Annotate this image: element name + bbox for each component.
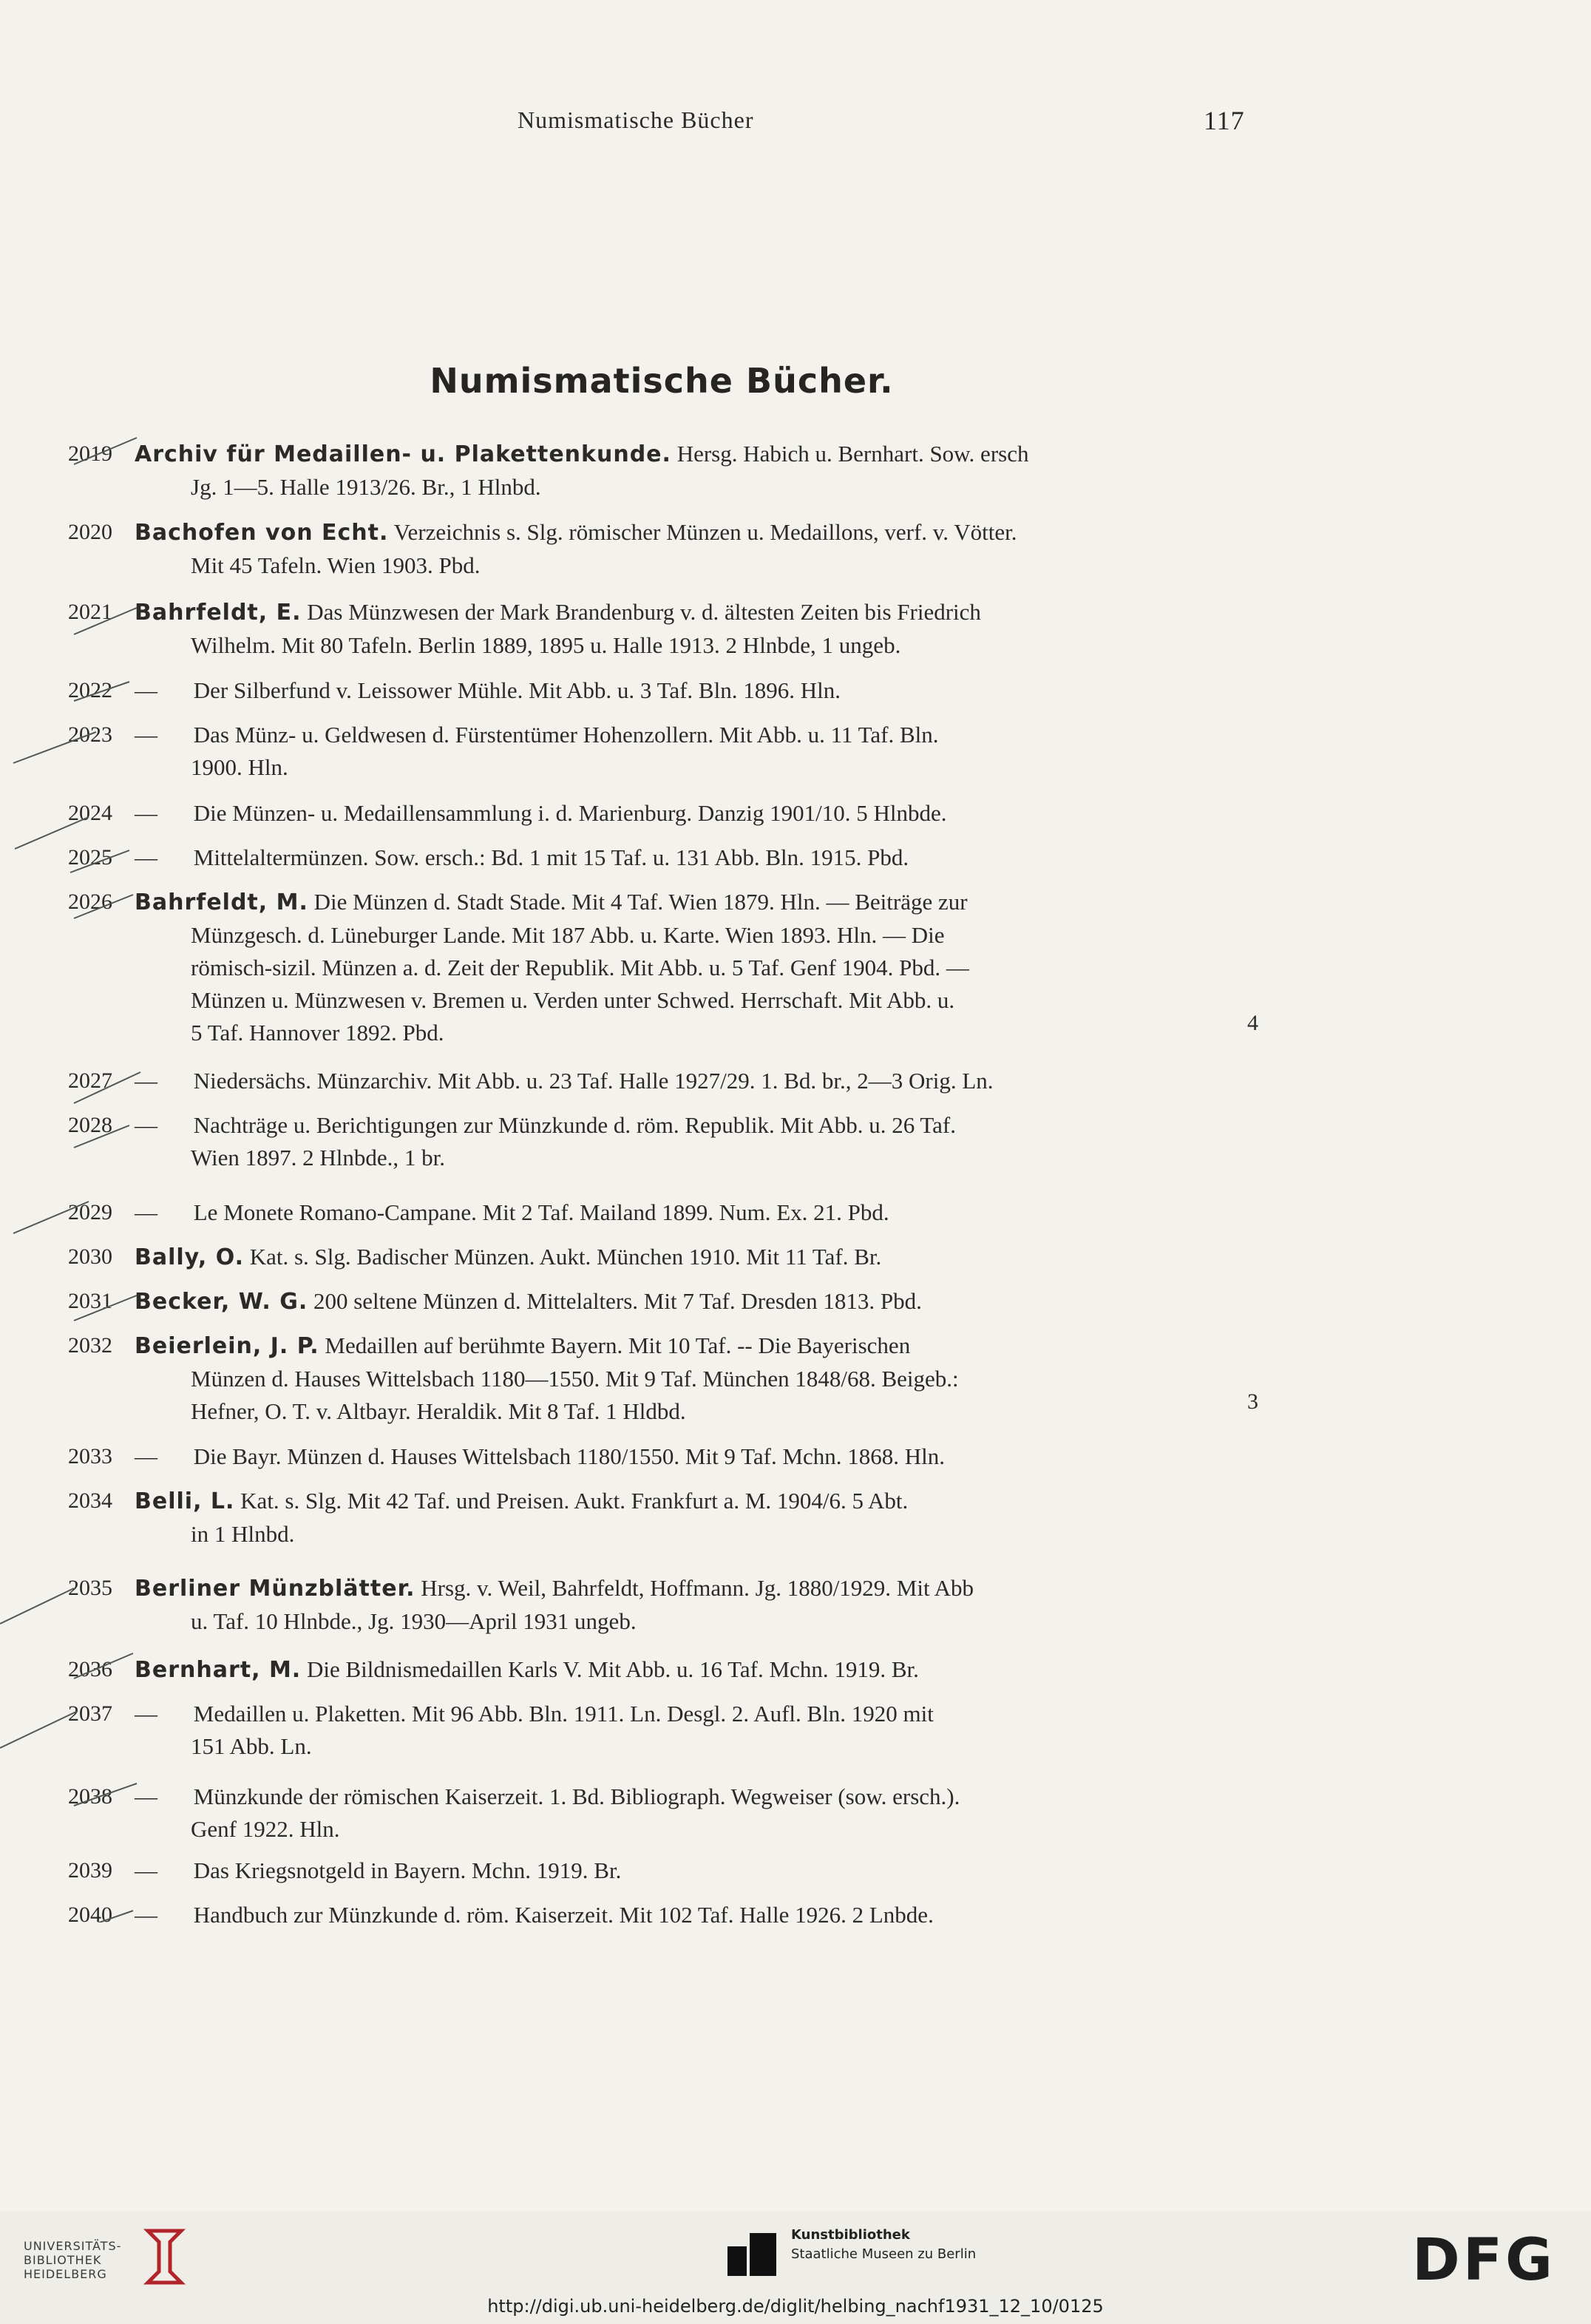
lot-number: 2026	[68, 890, 112, 914]
entry-text-line: Münzen u. Münzwesen v. Bremen u. Verden unter Schwed. Herrschaft. Mit Abb. u.	[191, 987, 955, 1013]
entry-text-line: 1900. Hln.	[191, 754, 288, 780]
entry-author: Becker, W. G.	[135, 1289, 308, 1315]
entry-text-line: Mit 45 Tafeln. Wien 1903. Pbd.	[191, 552, 481, 578]
ditto-dash: —	[135, 1701, 157, 1727]
ditto-dash: —	[135, 1443, 157, 1469]
page-url: http://digi.ub.uni-heidelberg.de/diglit/helbing_nachf1931_12_10/0125	[487, 2296, 1104, 2317]
entry-text-line: Genf 1922. Hln.	[191, 1816, 340, 1842]
entry-author: Bally, O.	[135, 1244, 244, 1270]
catalog-entry	[68, 516, 1258, 582]
ditto-dash: —	[135, 1068, 157, 1094]
lot-count: 3	[1247, 1389, 1258, 1414]
catalog-entry	[68, 1781, 1258, 1846]
entry-text-line: Hefner, O. T. v. Altbayr. Heraldik. Mit 8 Taf. 1 Hldbd.	[191, 1398, 686, 1424]
lot-number: 2021	[68, 600, 112, 624]
handwritten-margin-marks	[0, 0, 148, 1922]
lot-number: 2030	[68, 1244, 112, 1269]
catalog-entry	[68, 841, 1258, 874]
entry-text-line: Die Bayr. Münzen d. Hauses Wittelsbach 1180/1550. Mit 9 Taf. Mchn. 1868. Hln.	[193, 1443, 946, 1469]
entry-text-line: Verzeichnis s. Slg. römischer Münzen u. Medaillons, verf. v. Vötter.	[393, 519, 1017, 545]
entry-author: Belli, L.	[135, 1488, 235, 1514]
ditto-dash: —	[135, 722, 157, 748]
entry-text-line: Hrsg. v. Weil, Bahrfeldt, Hoffmann. Jg. 1880/1929. Mit Abb	[421, 1575, 974, 1601]
lot-number: 2035	[68, 1576, 112, 1600]
lot-number: 2031	[68, 1289, 112, 1313]
ditto-dash: —	[135, 1902, 157, 1928]
catalog-entry	[68, 1653, 1258, 1687]
ditto-dash: —	[135, 1857, 157, 1883]
entry-text-line: 5 Taf. Hannover 1892. Pbd.	[191, 1020, 444, 1046]
catalog-entry	[68, 1698, 1258, 1763]
catalog-entry	[68, 1440, 1258, 1473]
lot-count: 4	[1247, 1011, 1258, 1035]
entry-text-line: römisch-sizil. Münzen a. d. Zeit der Republik. Mit Abb. u. 5 Taf. Genf 1904. Pbd. —	[191, 955, 969, 980]
kunstbibliothek-label: Kunstbibliothek Staatliche Museen zu Berlin	[791, 2227, 977, 2262]
entry-text-line: Das Münzwesen der Mark Brandenburg v. d. ältesten Zeiten bis Friedrich	[307, 599, 981, 625]
entry-author: Beierlein, J. P.	[135, 1333, 319, 1359]
entry-text-line: Kat. s. Slg. Badischer Münzen. Aukt. München 1910. Mit 11 Taf. Br.	[249, 1244, 882, 1270]
entry-text-line: Mittelaltermünzen. Sow. ersch.: Bd. 1 mit 15 Taf. u. 131 Abb. Bln. 1915. Pbd.	[193, 844, 909, 870]
lot-number: 2033	[68, 1444, 112, 1468]
lot-number: 2034	[68, 1488, 112, 1513]
entry-text-line: Wilhelm. Mit 80 Tafeln. Berlin 1889, 1895 u. Halle 1913. 2 Hlnbde, 1 ungeb.	[191, 632, 901, 658]
entry-author: Bahrfeldt, M.	[135, 890, 308, 915]
catalog-entry	[68, 1899, 1258, 1931]
entry-author: Berliner Münzblätter.	[135, 1576, 415, 1602]
ditto-dash: —	[135, 677, 157, 703]
entry-text-line: Der Silberfund v. Leissower Mühle. Mit Abb. u. 3 Taf. Bln. 1896. Hln.	[193, 677, 841, 703]
entry-text-line: Die Münzen d. Stadt Stade. Mit 4 Taf. Wien 1879. Hln. — Beiträge zur	[313, 889, 968, 915]
entry-text-line: Hersg. Habich u. Bernhart. Sow. ersch	[676, 441, 1029, 467]
lot-number: 2020	[68, 520, 112, 544]
catalog-entry	[68, 1241, 1258, 1274]
entry-text-line: Nachträge u. Berichtigungen zur Münzkunde d. röm. Republik. Mit Abb. u. 26 Taf.	[193, 1112, 956, 1138]
ditto-dash: —	[135, 844, 157, 870]
entry-author: Bernhart, M.	[135, 1657, 302, 1683]
catalog-entry	[68, 1065, 1258, 1097]
ditto-dash: —	[135, 1783, 157, 1809]
lot-number: 2024	[68, 801, 112, 825]
lot-number: 2029	[68, 1200, 112, 1224]
catalog-entry	[68, 1572, 1258, 1638]
catalog-entry	[68, 1196, 1258, 1229]
ditto-dash: —	[135, 800, 157, 826]
lot-number: 2036	[68, 1657, 112, 1681]
catalog-entry	[68, 596, 1258, 662]
catalog-entry	[68, 719, 1258, 784]
lot-number: 2039	[68, 1858, 112, 1883]
catalog-entry	[68, 886, 1258, 1049]
lot-number: 2040	[68, 1903, 112, 1927]
catalog-entry	[68, 1485, 1258, 1551]
lot-number: 2038	[68, 1784, 112, 1809]
running-head-title: Numismatische Bücher	[518, 106, 754, 133]
ditto-dash: —	[135, 1112, 157, 1138]
page-number: 117	[1204, 106, 1245, 135]
entry-text-line: Handbuch zur Münzkunde d. röm. Kaiserzeit. Mit 102 Taf. Halle 1926. 2 Lnbde.	[193, 1902, 934, 1928]
page-title: Numismatische Bücher.	[430, 361, 894, 401]
catalog-entry	[68, 1285, 1258, 1318]
entry-author: Bachofen von Echt.	[135, 520, 389, 546]
entry-text-line: Münzgesch. d. Lüneburger Lande. Mit 187 Abb. u. Karte. Wien 1893. Hln. — Die	[191, 922, 945, 948]
entry-text-line: Medaillen auf berühmte Bayern. Mit 10 Taf. -- Die Bayerischen	[325, 1332, 911, 1358]
lot-number: 2027	[68, 1068, 112, 1093]
catalog-entry	[68, 797, 1258, 830]
lot-number: 2032	[68, 1333, 112, 1358]
entry-text-line: Das Münz- u. Geldwesen d. Fürstentümer Hohenzollern. Mit Abb. u. 11 Taf. Bln.	[193, 722, 939, 748]
catalog-entry	[68, 674, 1258, 707]
lot-number: 2025	[68, 845, 112, 870]
entry-text-line: Das Kriegsnotgeld in Bayern. Mchn. 1919. Br.	[193, 1857, 622, 1883]
catalog-entry	[68, 438, 1258, 504]
entry-text-line: Kat. s. Slg. Mit 42 Taf. und Preisen. Aukt. Frankfurt a. M. 1904/6. 5 Abt.	[240, 1488, 909, 1514]
entry-text-line: 151 Abb. Ln.	[191, 1733, 312, 1759]
university-library-logo-text: UNIVERSITÄTS- BIBLIOTHEK HEIDELBERG	[24, 2239, 122, 2281]
entry-text-line: in 1 Hlnbd.	[191, 1521, 295, 1547]
entry-text-line: Niedersächs. Münzarchiv. Mit Abb. u. 23 Taf. Halle 1927/29. 1. Bd. br., 2—3 Orig. Ln.	[193, 1068, 994, 1094]
lot-number: 2037	[68, 1701, 112, 1726]
university-library-logo-icon	[140, 2227, 192, 2286]
entry-text-line: 200 seltene Münzen d. Mittelalters. Mit 7 Taf. Dresden 1813. Pbd.	[313, 1288, 922, 1314]
catalog-entry	[68, 1854, 1258, 1887]
entry-author: Bahrfeldt, E.	[135, 600, 302, 626]
catalog-entry	[68, 1329, 1258, 1428]
entry-text-line: Die Münzen- u. Medaillensammlung i. d. Marienburg. Danzig 1901/10. 5 Hlnbde.	[193, 800, 947, 826]
entry-text-line: Münzkunde der römischen Kaiserzeit. 1. Bd. Bibliograph. Wegweiser (sow. ersch.).	[193, 1783, 960, 1809]
catalog-entry	[68, 1109, 1258, 1174]
entry-text-line: Jg. 1—5. Halle 1913/26. Br., 1 Hlnbd.	[191, 474, 541, 500]
entry-author: Archiv für Medaillen- u. Plakettenkunde.	[135, 441, 671, 467]
lot-number: 2023	[68, 722, 112, 747]
ditto-dash: —	[135, 1199, 157, 1225]
entry-text-line: Medaillen u. Plaketten. Mit 96 Abb. Bln. 1911. Ln. Desgl. 2. Aufl. Bln. 1920 mit	[193, 1701, 934, 1727]
kunstbibliothek-logo-icon	[727, 2233, 776, 2276]
entry-text-line: u. Taf. 10 Hlnbde., Jg. 1930—April 1931 ungeb.	[191, 1608, 637, 1634]
lot-number: 2022	[68, 678, 112, 702]
entry-text-line: Wien 1897. 2 Hlnbde., 1 br.	[191, 1145, 446, 1171]
dfg-logo: DFG	[1412, 2227, 1556, 2294]
entry-text-line: Die Bildnismedaillen Karls V. Mit Abb. u. 16 Taf. Mchn. 1919. Br.	[306, 1656, 919, 1682]
lot-number: 2019	[68, 441, 112, 466]
entry-text-line: Le Monete Romano-Campane. Mit 2 Taf. Mailand 1899. Num. Ex. 21. Pbd.	[193, 1199, 889, 1225]
entry-text-line: Münzen d. Hauses Wittelsbach 1180—1550. Mit 9 Taf. München 1848/68. Beigeb.:	[191, 1366, 959, 1392]
lot-number: 2028	[68, 1113, 112, 1137]
